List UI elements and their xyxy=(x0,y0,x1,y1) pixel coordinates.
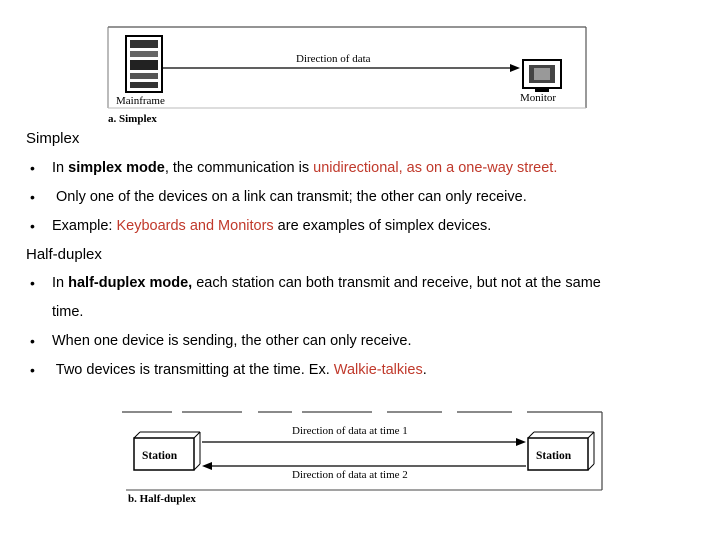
bullet-icon: • xyxy=(30,189,35,205)
half-duplex-bullet-1-continuation xyxy=(52,304,83,320)
mainframe-icon xyxy=(126,36,162,92)
bullet-icon: • xyxy=(30,218,35,234)
text-run: are examples of simplex devices. xyxy=(273,218,492,234)
highlight-text: Keyboards and Monitors xyxy=(116,218,274,234)
half-duplex-heading: Half-duplex xyxy=(26,246,102,263)
text-run: Example: xyxy=(52,218,117,234)
bullet-icon: • xyxy=(30,333,35,349)
station-label-right: Station xyxy=(536,450,572,462)
simplex-mode-term: simplex mode xyxy=(68,160,165,176)
text-run: time. xyxy=(52,304,84,320)
half-duplex-bullet-1 xyxy=(52,275,601,291)
simplex-bullet-3 xyxy=(52,218,491,234)
text-run: each station can both transmit and receive, but not at the same xyxy=(192,275,601,291)
highlight-text: unidirectional, as on a one-way street. xyxy=(313,160,558,176)
text-run: In xyxy=(52,160,69,176)
direction-of-data-label: Direction of data xyxy=(296,53,371,65)
text-run: In xyxy=(52,275,69,291)
bullet-icon: • xyxy=(30,362,35,378)
half-duplex-diagram xyxy=(112,396,612,508)
text-run: When one device is sending, the other can only receive. xyxy=(52,333,412,349)
half-duplex-bullet-3 xyxy=(52,362,427,378)
direction-time-2-label: Direction of data at time 2 xyxy=(292,469,408,481)
monitor-label: Monitor xyxy=(520,92,557,104)
direction-time-1-label: Direction of data at time 1 xyxy=(292,425,408,437)
text-run: Two devices is transmitting at the time. Ex. xyxy=(52,362,334,378)
half-duplex-mode-term: half-duplex mode, xyxy=(68,275,193,291)
figure-caption-half-duplex: b. Half-duplex xyxy=(128,493,196,505)
figure-caption-simplex: a. Simplex xyxy=(108,113,157,125)
text-run: , the communication is xyxy=(164,160,314,176)
text-run: . xyxy=(422,362,427,378)
monitor-icon xyxy=(523,60,561,92)
bullet-icon: • xyxy=(30,275,35,291)
simplex-bullet-1 xyxy=(52,160,557,176)
simplex-diagram xyxy=(100,22,592,130)
simplex-heading: Simplex xyxy=(26,130,80,147)
mainframe-label: Mainframe xyxy=(116,95,165,107)
text-run: Only one of the devices on a link can transmit; the other can only receive. xyxy=(52,189,527,205)
bullet-icon: • xyxy=(30,160,35,176)
highlight-text: Walkie-talkies xyxy=(333,362,423,378)
station-label-left: Station xyxy=(142,450,178,462)
simplex-bullet-2 xyxy=(52,189,527,205)
half-duplex-bullet-2 xyxy=(52,333,412,349)
